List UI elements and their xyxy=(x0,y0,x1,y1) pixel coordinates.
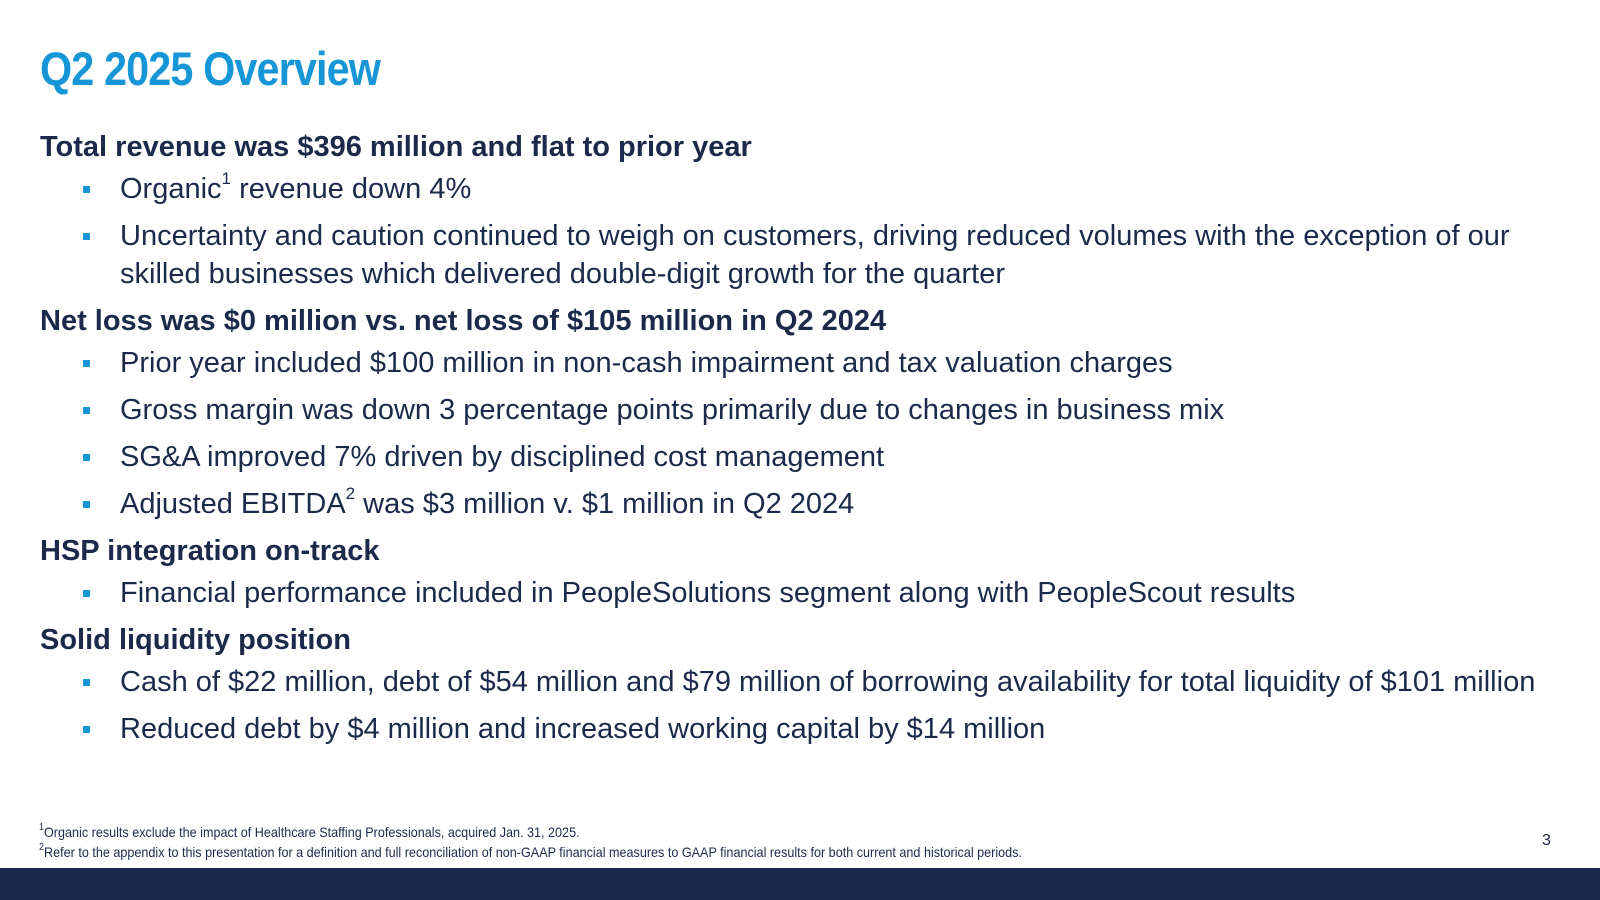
square-bullet-icon xyxy=(83,590,90,597)
bullet-text: Prior year included $100 million in non-cash impairment and tax valuation charges xyxy=(120,347,1173,379)
square-bullet-icon xyxy=(83,501,90,508)
section-heading-revenue: Total revenue was $396 million and flat to prior year xyxy=(40,131,752,163)
bullet-uncertainty xyxy=(40,217,1560,293)
footnote-ref-2: 2 xyxy=(345,484,356,504)
square-bullet-icon xyxy=(83,726,90,733)
footer-bar xyxy=(0,868,1600,900)
section-heading-hsp: HSP integration on-track xyxy=(40,535,380,567)
bullet-text: Uncertainty and caution continued to weigh on customers, driving reduced volumes with the exception of our skilled businesses which delivered double-digit growth for the quarter xyxy=(120,220,1510,290)
square-bullet-icon xyxy=(83,454,90,461)
slide-content xyxy=(40,128,1560,757)
footnotes xyxy=(39,822,1022,862)
bullet-list-net-loss xyxy=(40,344,1560,523)
square-bullet-icon xyxy=(83,186,90,193)
bullet-text: revenue down 4% xyxy=(231,173,472,205)
bullet-financial-performance xyxy=(40,574,1560,612)
bullet-gross-margin xyxy=(40,391,1560,429)
bullet-sga xyxy=(40,438,1560,476)
square-bullet-icon xyxy=(83,233,90,240)
bullet-text: Financial performance included in PeopleSolutions segment along with PeopleScout results xyxy=(120,577,1296,609)
bullet-text: Gross margin was down 3 percentage points primarily due to changes in business mix xyxy=(120,394,1225,426)
page-number: 3 xyxy=(1542,832,1551,849)
bullet-adjusted-ebitda xyxy=(40,485,1560,523)
footnote-text: Organic results exclude the impact of Healthcare Staffing Professionals, acquired Jan. 31, 2025. xyxy=(44,824,580,840)
footnote-text: Refer to the appendix to this presentation for a definition and full reconciliation of non-GAAP financial measures to GAAP financial results for both current and historical periods. xyxy=(44,844,1022,860)
bullet-text: Organic xyxy=(120,173,222,205)
bullet-prior-year xyxy=(40,344,1560,382)
square-bullet-icon xyxy=(83,407,90,414)
footnote-mark: 1 xyxy=(39,822,45,834)
bullet-reduced-debt xyxy=(40,710,1560,748)
footnote-2 xyxy=(39,842,1022,862)
bullet-text: Cash of $22 million, debt of $54 million and $79 million of borrowing availability for total liquidity of $101 million xyxy=(120,666,1536,698)
bullet-text: SG&A improved 7% driven by disciplined cost management xyxy=(120,441,885,473)
section-heading-liquidity: Solid liquidity position xyxy=(40,624,351,656)
bullet-text: Reduced debt by $4 million and increased working capital by $14 million xyxy=(120,713,1046,745)
footnote-1 xyxy=(39,822,1022,842)
bullet-list-revenue xyxy=(40,170,1560,293)
bullet-text: Adjusted EBITDA xyxy=(120,488,346,520)
footnote-mark: 2 xyxy=(39,842,45,854)
bullet-text: was $3 million v. $1 million in Q2 2024 xyxy=(355,488,855,520)
square-bullet-icon xyxy=(83,679,90,686)
bullet-organic-revenue xyxy=(40,170,1560,208)
footnote-ref-1: 1 xyxy=(221,169,232,189)
section-heading-net-loss: Net loss was $0 million vs. net loss of $105 million in Q2 2024 xyxy=(40,305,887,337)
square-bullet-icon xyxy=(83,360,90,367)
slide-title: Q2 2025 Overview xyxy=(40,42,381,95)
bullet-cash-debt xyxy=(40,663,1560,701)
bullet-list-liquidity xyxy=(40,663,1560,748)
bullet-list-hsp xyxy=(40,574,1560,612)
